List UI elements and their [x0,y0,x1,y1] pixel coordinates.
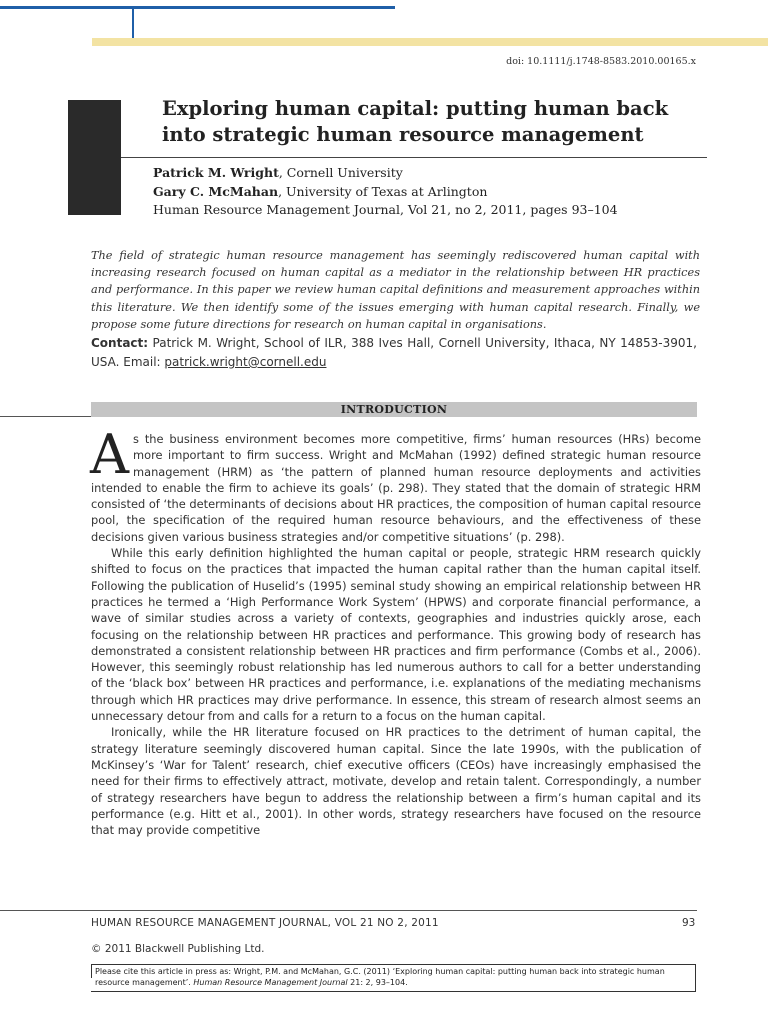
author-1-affiliation: , Cornell University [278,165,403,180]
body-text [90,423,701,838]
paragraph-1-text: s the business environment becomes more competitive, firms’ human resources (HRs) become more important to firm success. Wright and McMahan (1992) defined strategic human resource management (HRM) as ‘the pattern of planned human resource deployments and activities intended to enable the firm to achieve its goals’ (p. 298). They stated that the domain of strategic HRM consisted of ‘the determinants of decisions about HR practices, the composition of human capital resource pool, the specification of the required human resource behaviours, and the effectiveness of these decisions given various business strategies and/or competitive situations’ (p. 298). [91,432,701,544]
copyright: © 2011 Blackwell Publishing Ltd. [91,943,265,955]
contact-text: Patrick M. Wright, School of ILR, 388 Ives Hall, Cornell University, Ithaca, NY 14853-3901, USA. Email: [91,336,697,369]
margin-rule [0,416,92,417]
paragraph-3: Ironically, while the HR literature focused on HR practices to the detriment of human capital, the strategy literature seemingly discovered human capital. Since the late 1990s, with the publication of McKinsey’s ‘War for Talent’ research, chief executive officers (CEOs) have increasingly emphasised the need for their firms to effectively attract, motivate, develop and retain talent. Correspondingly, a number of strategy researchers have begun to address the relationship between a firm’s human capital and its performance (e.g. Hitt et al., 2001). In other words, strategy researchers have focused on the resource that may provide competitive [91,725,701,838]
header-blue-rule [0,6,395,9]
citation-prefix: Please cite this article in press as: Wright, P.M. and McMahan, G.C. (2011) ‘Exploring human capital: putting human back into strategic human resource management’. [95,967,665,987]
drop-cap: A [90,423,129,486]
journal-line: Human Resource Management Journal, Vol 21, no 2, 2011, pages 93–104 [153,202,618,217]
header-yellow-band [92,38,768,46]
footer-rule [0,910,697,911]
author-block [153,164,618,220]
author-2 [153,183,618,202]
contact-email-link[interactable]: patrick.wright@cornell.edu [164,355,327,369]
citation-bottom-rule [91,991,696,992]
paragraph-2: While this early definition highlighted the human capital or people, strategic HRM research quickly shifted to focus on the practices that impacted the human capital rather than the human capital itself. Following the publication of Huselid’s (1995) seminal study showing an empirical relationship between HR practices he termed a ‘High Performance Work System’ (HPWS) and corporate financial performance, a wave of similar studies across a variety of contexts, geographies and industries quickly arose, each focusing on the relationship between HR practices and performance. This growing body of research has demonstrated a consistent relationship between HR practices and firm performance (Combs et al., 2006). However, this seemingly robust relationship has led numerous authors to call for a better understanding of the ‘black box’ between HR practices and performance, i.e. explanations of the mediating mechanisms through which HR practices may drive performance. In essence, this stream of research almost seems an unnecessary detour from and calls for a return to a focus on the human capital. [91,546,701,724]
page-number: 93 [682,917,696,929]
abstract: The field of strategic human resource management has seemingly rediscovered human capital with increasing research focused on human capital as a mediator in the relationship between HR practices and performance. In this paper we review human capital definitions and measurement approaches within this literature. We then identify some of the issues emerging with human capital research. Finally, we propose some future directions for research on human capital in organisations. [91,249,700,331]
author-2-name: Gary C. McMahan [153,183,279,199]
footer-journal: HUMAN RESOURCE MANAGEMENT JOURNAL, VOL 21 NO 2, 2011 [91,917,439,929]
section-heading: INTRODUCTION [91,402,697,417]
author-1 [153,164,618,183]
header-blue-tick [132,9,134,38]
citation-suffix: 21: 2, 93–104. [347,978,408,987]
paragraph-1 [90,423,701,545]
title-black-bar [68,100,121,215]
doi[interactable]: doi: 10.1111/j.1748-8583.2010.00165.x [506,56,696,67]
author-2-affiliation: , University of Texas at Arlington [278,183,488,199]
author-1-name: Patrick M. Wright [153,165,279,180]
article-title: Exploring human capital: putting human back into strategic human resource management [162,97,669,146]
citation-journal: Human Resource Management Journal [193,978,348,987]
citation-box-left-rule [91,964,92,978]
citation-note [95,966,695,988]
contact-block [91,334,697,372]
title-divider [121,157,707,158]
contact-label: Contact: [91,336,149,350]
